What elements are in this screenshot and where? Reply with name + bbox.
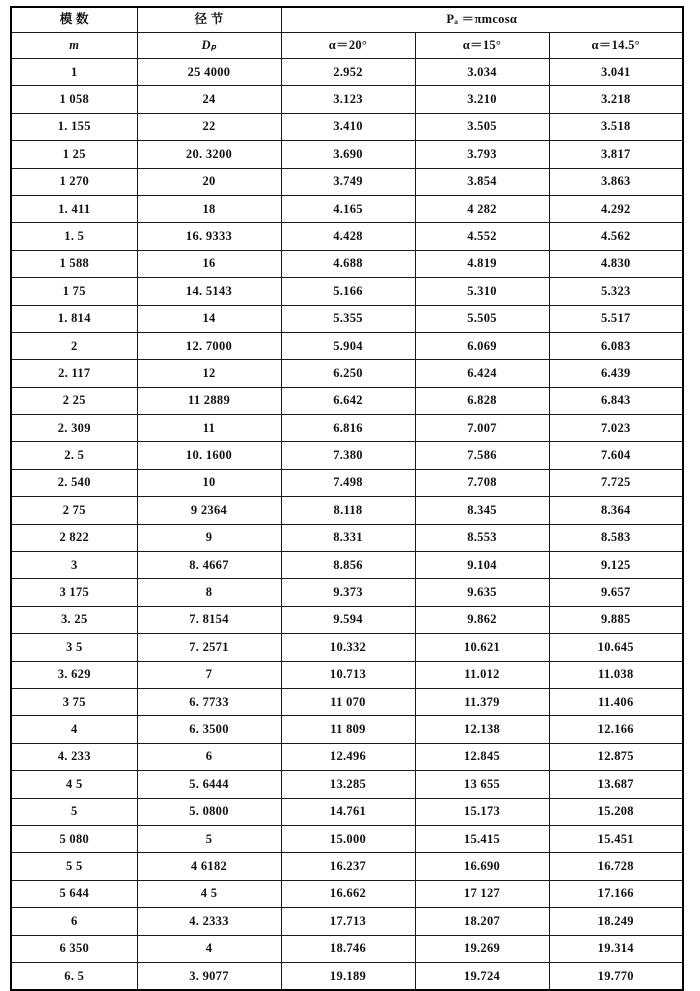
cell-axial-pitch-20: 11 809: [281, 716, 415, 743]
cell-diametral-pitch: 4: [137, 935, 281, 962]
cell-axial-pitch-14-5: 11.406: [549, 688, 683, 715]
cell-module: 2. 540: [11, 469, 137, 496]
table-row: [11, 113, 683, 140]
cell-module: 2: [11, 332, 137, 359]
cell-axial-pitch-14-5: 9.657: [549, 579, 683, 606]
cell-axial-pitch-14-5: 5.323: [549, 278, 683, 305]
cell-axial-pitch-14-5: 8.583: [549, 524, 683, 551]
cell-module: 4 5: [11, 771, 137, 798]
cell-diametral-pitch: 9 2364: [137, 497, 281, 524]
cell-axial-pitch-14-5: 19.314: [549, 935, 683, 962]
cell-diametral-pitch: 16. 9333: [137, 223, 281, 250]
cell-module: 1. 411: [11, 195, 137, 222]
cell-diametral-pitch: 14. 5143: [137, 278, 281, 305]
cell-axial-pitch-14-5: 9.885: [549, 606, 683, 633]
table-row: [11, 223, 683, 250]
cell-axial-pitch-15: 3.854: [415, 168, 549, 195]
cell-axial-pitch-20: 15.000: [281, 825, 415, 852]
table-row: [11, 415, 683, 442]
table-row: [11, 387, 683, 414]
cell-axial-pitch-20: 11 070: [281, 688, 415, 715]
cell-axial-pitch-20: 6.250: [281, 360, 415, 387]
table-header: [11, 7, 683, 59]
cell-module: 3 175: [11, 579, 137, 606]
cell-module: 1 588: [11, 250, 137, 277]
cell-axial-pitch-14-5: 4.830: [549, 250, 683, 277]
cell-axial-pitch-15: 8.345: [415, 497, 549, 524]
cell-diametral-pitch: 5: [137, 825, 281, 852]
cell-axial-pitch-20: 6.816: [281, 415, 415, 442]
cell-diametral-pitch: 6. 7733: [137, 688, 281, 715]
cell-axial-pitch-14-5: 7.023: [549, 415, 683, 442]
cell-diametral-pitch: 25 4000: [137, 59, 281, 86]
header-axial-pitch-group: Pₐ ＝πmcosα: [281, 7, 683, 33]
header-angle-20: α＝20°: [281, 33, 415, 59]
header-module-symbol: m: [11, 33, 137, 59]
cell-axial-pitch-14-5: 3.518: [549, 113, 683, 140]
header-row-bottom: [11, 33, 683, 59]
cell-axial-pitch-14-5: 10.645: [549, 634, 683, 661]
cell-axial-pitch-15: 3.034: [415, 59, 549, 86]
table-row: [11, 634, 683, 661]
cell-diametral-pitch: 7. 2571: [137, 634, 281, 661]
table-row: [11, 86, 683, 113]
cell-axial-pitch-15: 17 127: [415, 880, 549, 907]
cell-module: 5 5: [11, 853, 137, 880]
cell-axial-pitch-15: 4 282: [415, 195, 549, 222]
table-row: [11, 360, 683, 387]
table-row: [11, 716, 683, 743]
cell-axial-pitch-20: 3.123: [281, 86, 415, 113]
table-row: [11, 962, 683, 990]
cell-axial-pitch-20: 8.331: [281, 524, 415, 551]
header-diametral-pitch-symbol: Dₚ: [137, 33, 281, 59]
cell-axial-pitch-15: 6.424: [415, 360, 549, 387]
cell-module: 1 75: [11, 278, 137, 305]
cell-module: 2. 309: [11, 415, 137, 442]
table-row: [11, 59, 683, 86]
cell-axial-pitch-14-5: 16.728: [549, 853, 683, 880]
cell-axial-pitch-15: 12.845: [415, 743, 549, 770]
cell-module: 1. 155: [11, 113, 137, 140]
cell-axial-pitch-14-5: 15.451: [549, 825, 683, 852]
table-row: [11, 688, 683, 715]
cell-diametral-pitch: 8: [137, 579, 281, 606]
cell-axial-pitch-15: 7.586: [415, 442, 549, 469]
cell-module: 3. 25: [11, 606, 137, 633]
table-row: [11, 168, 683, 195]
cell-axial-pitch-20: 18.746: [281, 935, 415, 962]
cell-diametral-pitch: 8. 4667: [137, 552, 281, 579]
cell-axial-pitch-14-5: 19.770: [549, 962, 683, 990]
cell-axial-pitch-15: 5.505: [415, 305, 549, 332]
cell-axial-pitch-14-5: 9.125: [549, 552, 683, 579]
cell-axial-pitch-20: 10.713: [281, 661, 415, 688]
cell-diametral-pitch: 12. 7000: [137, 332, 281, 359]
cell-axial-pitch-20: 3.749: [281, 168, 415, 195]
cell-axial-pitch-20: 9.373: [281, 579, 415, 606]
table-row: [11, 305, 683, 332]
cell-axial-pitch-20: 19.189: [281, 962, 415, 990]
cell-axial-pitch-20: 7.498: [281, 469, 415, 496]
cell-module: 6. 5: [11, 962, 137, 990]
cell-module: 2. 5: [11, 442, 137, 469]
cell-axial-pitch-20: 4.165: [281, 195, 415, 222]
cell-diametral-pitch: 14: [137, 305, 281, 332]
cell-axial-pitch-20: 3.410: [281, 113, 415, 140]
cell-axial-pitch-20: 5.355: [281, 305, 415, 332]
cell-axial-pitch-15: 9.635: [415, 579, 549, 606]
cell-axial-pitch-15: 15.173: [415, 798, 549, 825]
cell-axial-pitch-14-5: 6.083: [549, 332, 683, 359]
cell-axial-pitch-20: 16.662: [281, 880, 415, 907]
cell-module: 1 25: [11, 141, 137, 168]
table-row: [11, 880, 683, 907]
table-row: [11, 825, 683, 852]
cell-diametral-pitch: 18: [137, 195, 281, 222]
cell-axial-pitch-14-5: 13.687: [549, 771, 683, 798]
header-row-top: [11, 7, 683, 33]
cell-axial-pitch-20: 7.380: [281, 442, 415, 469]
cell-module: 2. 117: [11, 360, 137, 387]
table-row: [11, 250, 683, 277]
cell-axial-pitch-15: 19.724: [415, 962, 549, 990]
cell-diametral-pitch: 10: [137, 469, 281, 496]
cell-axial-pitch-14-5: 6.843: [549, 387, 683, 414]
cell-module: 6 350: [11, 935, 137, 962]
table-row: [11, 908, 683, 935]
cell-axial-pitch-20: 10.332: [281, 634, 415, 661]
cell-axial-pitch-20: 6.642: [281, 387, 415, 414]
cell-module: 4. 233: [11, 743, 137, 770]
cell-axial-pitch-15: 12.138: [415, 716, 549, 743]
cell-module: 1: [11, 59, 137, 86]
table-page: [10, 6, 682, 983]
cell-diametral-pitch: 3. 9077: [137, 962, 281, 990]
cell-axial-pitch-15: 3.210: [415, 86, 549, 113]
cell-axial-pitch-20: 12.496: [281, 743, 415, 770]
cell-axial-pitch-20: 9.594: [281, 606, 415, 633]
cell-diametral-pitch: 16: [137, 250, 281, 277]
cell-axial-pitch-14-5: 4.292: [549, 195, 683, 222]
cell-axial-pitch-20: 16.237: [281, 853, 415, 880]
cell-module: 3. 629: [11, 661, 137, 688]
cell-axial-pitch-15: 13 655: [415, 771, 549, 798]
cell-axial-pitch-14-5: 5.517: [549, 305, 683, 332]
header-angle-14-5: α＝14.5°: [549, 33, 683, 59]
cell-module: 2 75: [11, 497, 137, 524]
cell-module: 5: [11, 798, 137, 825]
table-row: [11, 141, 683, 168]
cell-diametral-pitch: 4 6182: [137, 853, 281, 880]
cell-axial-pitch-20: 4.428: [281, 223, 415, 250]
cell-diametral-pitch: 6: [137, 743, 281, 770]
cell-axial-pitch-20: 17.713: [281, 908, 415, 935]
cell-axial-pitch-15: 3.505: [415, 113, 549, 140]
cell-module: 3: [11, 552, 137, 579]
cell-axial-pitch-20: 4.688: [281, 250, 415, 277]
cell-module: 1 058: [11, 86, 137, 113]
table-row: [11, 661, 683, 688]
cell-axial-pitch-14-5: 7.725: [549, 469, 683, 496]
table-row: [11, 798, 683, 825]
table-row: [11, 743, 683, 770]
cell-axial-pitch-14-5: 6.439: [549, 360, 683, 387]
table-row: [11, 771, 683, 798]
cell-module: 5 644: [11, 880, 137, 907]
cell-axial-pitch-14-5: 3.218: [549, 86, 683, 113]
table-row: [11, 552, 683, 579]
cell-module: 3 75: [11, 688, 137, 715]
cell-axial-pitch-15: 8.553: [415, 524, 549, 551]
table-row: [11, 524, 683, 551]
cell-axial-pitch-15: 6.828: [415, 387, 549, 414]
cell-module: 4: [11, 716, 137, 743]
cell-axial-pitch-15: 7.708: [415, 469, 549, 496]
cell-module: 6: [11, 908, 137, 935]
cell-axial-pitch-14-5: 12.166: [549, 716, 683, 743]
table-row: [11, 442, 683, 469]
cell-axial-pitch-15: 9.862: [415, 606, 549, 633]
table-row: [11, 853, 683, 880]
cell-diametral-pitch: 11 2889: [137, 387, 281, 414]
table-row: [11, 469, 683, 496]
cell-axial-pitch-14-5: 4.562: [549, 223, 683, 250]
cell-axial-pitch-15: 15.415: [415, 825, 549, 852]
cell-axial-pitch-15: 9.104: [415, 552, 549, 579]
cell-axial-pitch-15: 6.069: [415, 332, 549, 359]
cell-module: 1 270: [11, 168, 137, 195]
cell-module: 1. 814: [11, 305, 137, 332]
cell-diametral-pitch: 5. 6444: [137, 771, 281, 798]
cell-axial-pitch-15: 5.310: [415, 278, 549, 305]
cell-diametral-pitch: 7. 8154: [137, 606, 281, 633]
cell-axial-pitch-14-5: 18.249: [549, 908, 683, 935]
cell-axial-pitch-20: 8.856: [281, 552, 415, 579]
table-row: [11, 579, 683, 606]
cell-module: 1. 5: [11, 223, 137, 250]
table-row: [11, 497, 683, 524]
cell-diametral-pitch: 20. 3200: [137, 141, 281, 168]
cell-axial-pitch-14-5: 3.863: [549, 168, 683, 195]
table-row: [11, 606, 683, 633]
cell-axial-pitch-14-5: 3.041: [549, 59, 683, 86]
cell-diametral-pitch: 24: [137, 86, 281, 113]
header-diametral-pitch-title: 径 节: [137, 7, 281, 33]
table-row: [11, 935, 683, 962]
cell-diametral-pitch: 22: [137, 113, 281, 140]
cell-axial-pitch-15: 3.793: [415, 141, 549, 168]
cell-axial-pitch-20: 5.166: [281, 278, 415, 305]
cell-diametral-pitch: 9: [137, 524, 281, 551]
cell-axial-pitch-20: 8.118: [281, 497, 415, 524]
table-row: [11, 278, 683, 305]
cell-axial-pitch-14-5: 8.364: [549, 497, 683, 524]
cell-axial-pitch-15: 18.207: [415, 908, 549, 935]
header-angle-15: α＝15°: [415, 33, 549, 59]
cell-axial-pitch-14-5: 3.817: [549, 141, 683, 168]
cell-axial-pitch-20: 5.904: [281, 332, 415, 359]
cell-axial-pitch-15: 19.269: [415, 935, 549, 962]
table-body: [11, 59, 683, 991]
cell-axial-pitch-14-5: 15.208: [549, 798, 683, 825]
cell-diametral-pitch: 7: [137, 661, 281, 688]
cell-axial-pitch-14-5: 12.875: [549, 743, 683, 770]
table-row: [11, 195, 683, 222]
cell-diametral-pitch: 5. 0800: [137, 798, 281, 825]
cell-axial-pitch-20: 3.690: [281, 141, 415, 168]
cell-module: 2 25: [11, 387, 137, 414]
cell-diametral-pitch: 4 5: [137, 880, 281, 907]
cell-axial-pitch-14-5: 17.166: [549, 880, 683, 907]
cell-axial-pitch-15: 16.690: [415, 853, 549, 880]
cell-axial-pitch-14-5: 11.038: [549, 661, 683, 688]
cell-axial-pitch-15: 11.012: [415, 661, 549, 688]
cell-axial-pitch-14-5: 7.604: [549, 442, 683, 469]
cell-diametral-pitch: 6. 3500: [137, 716, 281, 743]
cell-module: 2 822: [11, 524, 137, 551]
cell-diametral-pitch: 20: [137, 168, 281, 195]
table-row: [11, 332, 683, 359]
cell-axial-pitch-15: 10.621: [415, 634, 549, 661]
cell-axial-pitch-15: 4.819: [415, 250, 549, 277]
cell-axial-pitch-15: 7.007: [415, 415, 549, 442]
cell-diametral-pitch: 4. 2333: [137, 908, 281, 935]
cell-axial-pitch-15: 4.552: [415, 223, 549, 250]
header-module-title: 模 数: [11, 7, 137, 33]
cell-diametral-pitch: 12: [137, 360, 281, 387]
cell-axial-pitch-15: 11.379: [415, 688, 549, 715]
gear-module-diametral-pitch-table: [10, 6, 684, 991]
cell-axial-pitch-20: 13.285: [281, 771, 415, 798]
cell-diametral-pitch: 11: [137, 415, 281, 442]
cell-module: 5 080: [11, 825, 137, 852]
cell-axial-pitch-20: 14.761: [281, 798, 415, 825]
cell-axial-pitch-20: 2.952: [281, 59, 415, 86]
cell-module: 3 5: [11, 634, 137, 661]
cell-diametral-pitch: 10. 1600: [137, 442, 281, 469]
